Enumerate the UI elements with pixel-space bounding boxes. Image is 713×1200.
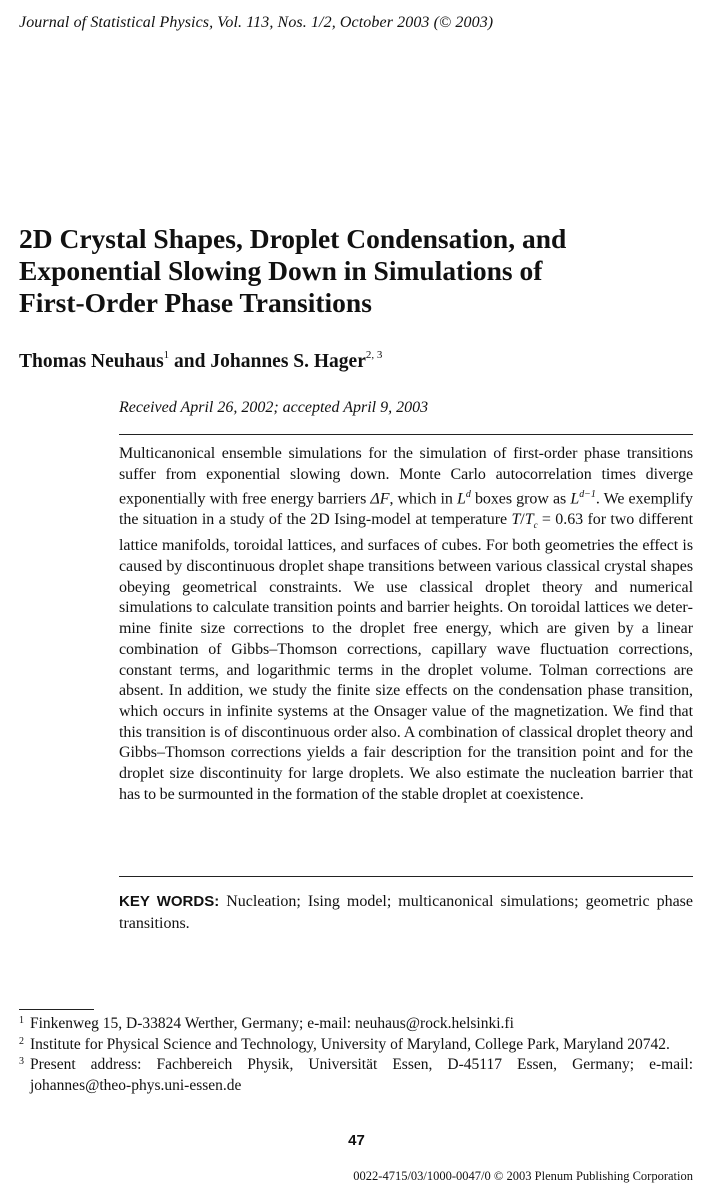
keywords-label: KEY WORDS:: [119, 893, 220, 910]
footnote-text: Finkenweg 15, D-33824 Werther, Germany; e-mail: neuhaus@rock.helsinki.fi: [30, 1015, 514, 1032]
title-line-2: Exponential Slowing Down in Simulations of: [19, 255, 543, 286]
footnotes: [19, 1014, 693, 1096]
math-l: L: [570, 490, 580, 508]
author-name: Thomas Neuhaus: [19, 351, 164, 372]
page-number: 47: [348, 1132, 365, 1149]
received-dates: Received April 26, 2002; accepted April 9, 2003: [119, 399, 429, 416]
author-connector: and: [169, 351, 211, 372]
author-name: Johannes S. Hager: [210, 351, 366, 372]
footnote-marker: 1: [163, 349, 170, 361]
abstract-top-rule: [119, 434, 693, 435]
math-delta-f: ΔF: [370, 490, 390, 508]
title-line-1: 2D Crystal Shapes, Droplet Condensation, and: [19, 223, 567, 254]
keywords-text: Nucleation; Ising model; multicanonical simulations; geometric phase transitions.: [119, 893, 694, 932]
footnote-text: Institute for Physical Science and Technology, University of Maryland, College Park, Maryland 20742.: [30, 1035, 670, 1053]
footnote-mark: 1: [19, 1015, 24, 1026]
paper-title: [19, 223, 699, 319]
abstract: Multicanonical ensemble simulations for the simulation of first-order phase transitions suffer from exponential slowing down. Monte Carlo autocorrelation times diverge exponentially with free energy barriers ΔF, which in $L^d$ boxes grow as $L^{d-1}$. We exemplify the situation in a study of the 2D Ising-model at temperature $T/T_c = 0.63$ for two different lattice manifolds, toroidal lattices, and surfaces of cubes. For both geometries the effect is caused by discontinuous droplet shape transitions between various classical crystal shapes obeying geometrical constraints. We use classical droplet theory and numerical simulations to calculate transition points and barrier heights. On toroidal lattices we determine finite size corrections to the droplet free energy, which are given by a linear combination of Gibbs–Thomson corrections, capillary wave fluctuation corrections, constant terms, and logarithmic terms in the droplet volume. Tolman corrections are absent. In addition, we study the finite size effects on the condensation phase transition, which occurs in infinite systems at the Onsager value of the magnetization. We find that this transition is of discontinuous order also. A combination of classical droplet theory and Gibbs–Thomson corrections yields a fair description for the transition point and for the droplet size discontinuity for large droplets. We also estimate the nucleation barrier that has to be surmounted in the formation of the stable droplet at coexistence.: [119, 445, 693, 803]
footnote-marker: 2, 3: [365, 349, 383, 361]
math-t: T: [511, 511, 521, 529]
keywords: [119, 891, 693, 934]
footnote: [19, 1035, 693, 1056]
footnote-mark: 3: [19, 1056, 24, 1067]
math-tc: T: [524, 511, 534, 529]
author-list: [19, 349, 382, 373]
footnote: [19, 1055, 693, 1096]
math-l: L: [457, 490, 466, 508]
journal-header: Journal of Statistical Physics, Vol. 113, Nos. 1/2, October 2003 (© 2003): [19, 14, 494, 31]
footnote: [19, 1014, 693, 1035]
copyright-line: 0022-4715/03/1000-0047/0 © 2003 Plenum Publishing Corporation: [353, 1169, 693, 1183]
footnote-rule: [19, 1009, 94, 1010]
footnote-text: Present address: Fachbereich Physik, Universität Essen, D-45117 Essen, Germany; e-mail: johannes@theo-phys.uni-essen.de: [30, 1056, 693, 1094]
footnote-mark: 2: [19, 1035, 24, 1047]
abstract-bottom-rule: [119, 876, 693, 877]
title-line-3: First-Order Phase Transitions: [19, 287, 372, 318]
